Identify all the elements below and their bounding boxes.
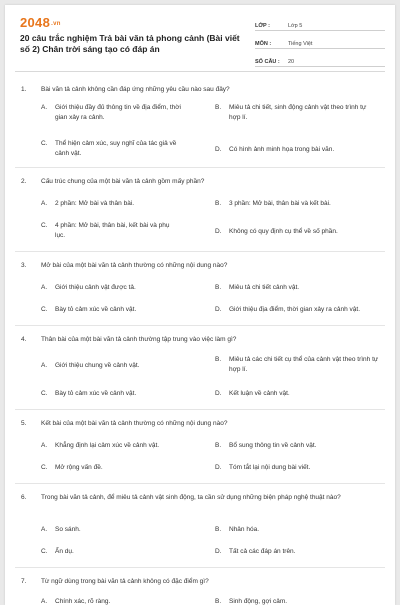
question-divider [15,567,385,568]
option-text: Bổ sung thông tin về cảnh vật. [229,442,317,449]
option-text: Có hình ảnh minh họa trong bài văn. [229,146,335,153]
option-text: Nhân hóa. [229,526,259,533]
option-text: Tất cả các đáp án trên. [229,548,296,555]
worksheet-meta [255,16,385,70]
option-d[interactable] [215,145,375,155]
meta-label: SỐ CÂU : [255,59,280,65]
option-letter: C. [41,222,48,229]
option-b[interactable] [215,283,380,293]
worksheet-header [5,5,395,67]
option-text: Thể hiện cảm xúc, suy nghĩ của tác giả về cảnh vật. [55,140,177,157]
question-divider [15,483,385,484]
option-b[interactable] [215,199,375,209]
question-2-text [21,177,381,187]
worksheet-page [5,5,395,605]
meta-row-count [255,52,385,67]
option-a[interactable] [41,103,181,123]
question-body: Từ ngữ dùng trong bài văn tả cảnh không có đặc điểm gì? [41,578,209,585]
option-letter: A. [41,200,48,207]
question-body: Cấu trúc chung của một bài văn tả cảnh gồm mấy phần? [41,178,205,185]
option-letter: A. [41,526,48,533]
option-d[interactable] [215,463,380,473]
question-1-text [21,85,381,95]
question-number: 1. [21,86,27,93]
option-text: 3 phần: Mở bài, thân bài và kết bài. [229,200,331,207]
option-text: Chính xác, rõ ràng. [55,598,111,605]
option-letter: B. [215,104,222,111]
logo-suffix: .vn [51,20,61,27]
question-number: 6. [21,494,27,501]
option-text: So sánh. [55,526,81,533]
option-letter: D. [215,228,222,235]
question-6-text [21,493,381,503]
header-divider [15,71,385,72]
option-d[interactable] [215,227,375,237]
meta-value: 20 [288,59,295,65]
option-c[interactable] [41,139,181,159]
option-text: Giới thiệu đầy đủ thông tin về địa điểm, thời gian xảy ra cảnh. [55,104,181,121]
option-a[interactable] [41,597,191,605]
option-text: Sinh động, gợi cảm. [229,598,288,605]
question-3-text [21,261,381,271]
meta-label: MÔN : [255,41,272,47]
question-divider [15,251,385,252]
question-7-text [21,577,381,587]
question-body: Thân bài của một bài văn tả cảnh thường tập trung vào việc làm gì? [41,336,237,343]
option-letter: B. [215,356,222,363]
question-divider [15,167,385,168]
option-text: Không có quy định cụ thể về số phần. [229,228,338,235]
option-text: Miêu tả chi tiết cảnh vật. [229,284,300,291]
question-number: 7. [21,578,27,585]
question-number: 5. [21,420,27,427]
option-letter: C. [41,306,48,313]
option-c[interactable] [41,463,191,473]
option-text: Bày tỏ cảm xúc về cảnh vật. [55,306,137,313]
option-letter: C. [41,464,48,471]
meta-value: Tiếng Việt [288,41,313,47]
option-letter: A. [41,362,48,369]
option-letter: B. [215,284,222,291]
option-c[interactable] [41,305,191,315]
option-a[interactable] [41,199,191,209]
option-text: Bày tỏ cảm xúc về cảnh vật. [55,390,137,397]
option-letter: A. [41,104,48,111]
option-d[interactable] [215,305,390,315]
option-text: 4 phần: Mở bài, thân bài, kết bài và phụ lục. [55,222,170,239]
option-letter: B. [215,598,222,605]
option-a[interactable] [41,283,191,293]
option-text: Giới thiệu địa điểm, thời gian xảy ra cảnh vật. [229,306,361,313]
meta-row-subject [255,34,385,49]
question-body: Kết bài của một bài văn tả cảnh thường có những nội dung nào? [41,420,228,427]
option-b[interactable] [215,525,380,535]
option-letter: C. [41,140,48,147]
option-letter: A. [41,598,48,605]
question-5-text [21,419,381,429]
option-b[interactable] [215,103,375,123]
option-text: Giới thiệu cảnh vật được tả. [55,284,136,291]
option-letter: B. [215,442,222,449]
option-letter: D. [215,548,222,555]
option-text: Miêu tả chi tiết, sinh động cảnh vật theo trình tự hợp lí. [229,104,367,121]
option-text: Giới thiệu chung về cảnh vật. [55,362,140,369]
meta-value: Lớp 5 [288,23,303,29]
question-body: Mở bài của một bài văn tả cảnh thường có những nội dung nào? [41,262,228,269]
worksheet-title: 20 câu trắc nghiệm Trả bài văn tả phong cảnh (Bài viết số 2) Chân trời sáng tạo có đáp án [20,33,240,54]
question-divider [15,325,385,326]
option-text: Kết luận về cảnh vật. [229,390,290,397]
question-body: Trong bài văn tả cảnh, để miêu tả cảnh vật sinh động, ta cần sử dụng những biện pháp nghệ thuật nào? [41,494,341,501]
meta-label: LỚP : [255,23,270,29]
option-text: Mở rộng vấn đề. [55,464,103,471]
option-b[interactable] [215,441,380,451]
option-c[interactable] [41,547,191,557]
option-b[interactable] [215,355,380,375]
option-a[interactable] [41,525,191,535]
question-number: 3. [21,262,27,269]
option-text: 2 phần: Mở bài và thân bài. [55,200,135,207]
option-letter: A. [41,442,48,449]
option-c[interactable] [41,389,191,399]
option-letter: D. [215,146,222,153]
meta-row-class [255,16,385,31]
question-number: 2. [21,178,27,185]
logo-text: 2048 [20,15,51,30]
option-text: Khẳng định lại cảm xúc về cảnh vật. [55,442,160,449]
option-a[interactable] [41,361,191,371]
option-b[interactable] [215,597,380,605]
option-d[interactable] [215,389,380,399]
site-logo[interactable] [20,15,61,30]
option-letter: C. [41,548,48,555]
option-text: Tóm tắt lại nội dung bài viết. [229,464,311,471]
option-letter: D. [215,390,222,397]
option-letter: D. [215,464,222,471]
option-letter: B. [215,200,222,207]
option-c[interactable] [41,221,181,241]
question-4-text [21,335,381,345]
question-number: 4. [21,336,27,343]
question-divider [15,409,385,410]
option-letter: C. [41,390,48,397]
option-text: Miêu tả các chi tiết cụ thể của cảnh vật theo trình tự hợp lí. [229,356,379,373]
option-text: Ẩn dụ. [55,548,74,555]
option-d[interactable] [215,547,380,557]
question-body: Bài văn tả cảnh không cần đáp ứng những yêu cầu nào sau đây? [41,86,230,93]
option-letter: D. [215,306,222,313]
option-a[interactable] [41,441,201,451]
option-letter: A. [41,284,48,291]
option-letter: B. [215,526,222,533]
